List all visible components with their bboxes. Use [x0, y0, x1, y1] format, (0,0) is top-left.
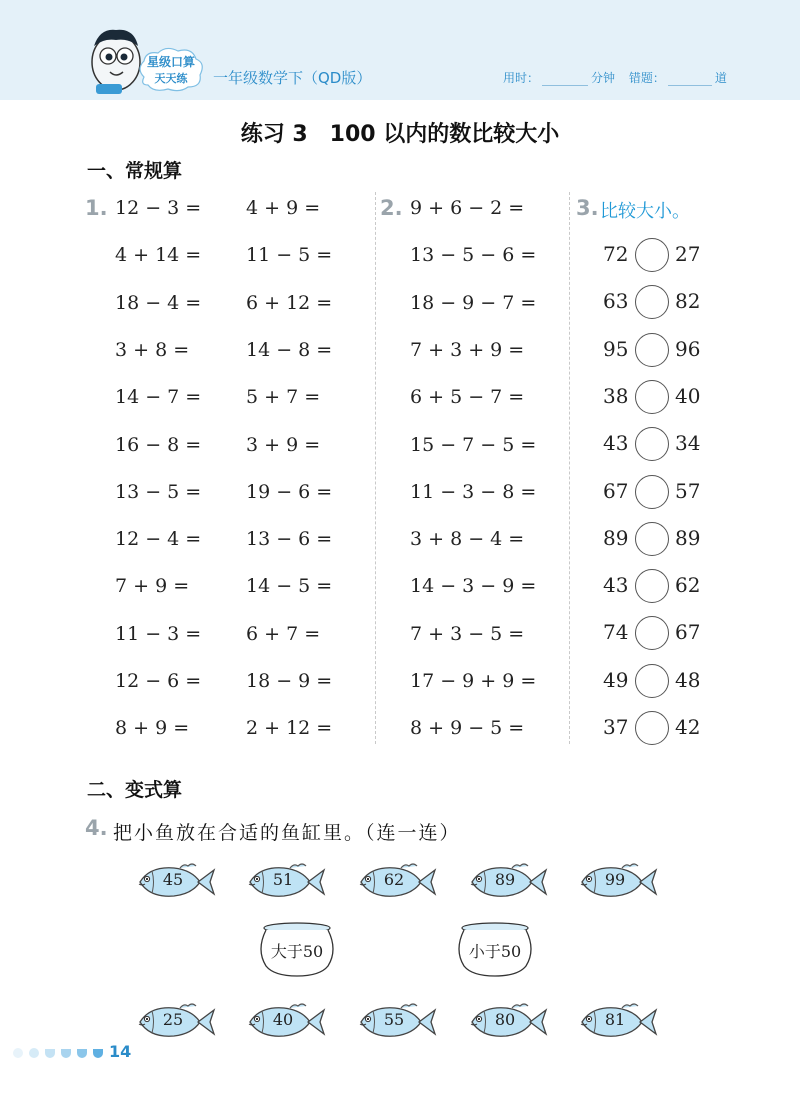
fish-number: 89 [494, 870, 516, 889]
compare-right-number: 96 [675, 336, 701, 361]
compare-right-number: 34 [675, 431, 701, 456]
q2-exercise[interactable]: 18 − 9 − 7 = [410, 291, 537, 314]
q1-exercise[interactable]: 5 + 7 = [246, 386, 321, 409]
tank-label-greater: 大于50 [270, 942, 324, 961]
compare-left-number: 74 [603, 620, 629, 645]
fish-number: 80 [494, 1010, 516, 1029]
compare-left-number: 43 [603, 573, 629, 598]
q1-exercise[interactable]: 4 + 14 = [115, 244, 202, 267]
compare-answer-circle[interactable] [635, 285, 669, 319]
fish[interactable] [468, 1002, 548, 1042]
compare-answer-circle[interactable] [635, 427, 669, 461]
page-number: 14 [109, 1042, 132, 1061]
compare-answer-circle[interactable] [635, 238, 669, 272]
compare-answer-circle[interactable] [635, 664, 669, 698]
time-label: 用时： [503, 71, 540, 85]
time-blank[interactable] [542, 73, 588, 86]
q2-exercise[interactable]: 13 − 5 − 6 = [410, 244, 537, 267]
compare-left-number: 63 [603, 289, 629, 314]
compare-left-number: 67 [603, 478, 629, 503]
compare-right-number: 82 [675, 289, 701, 314]
errors-unit: 道 [714, 71, 727, 85]
fish[interactable] [357, 862, 437, 902]
brand-subtitle: 天天练 [154, 72, 188, 85]
compare-right-number: 57 [675, 478, 701, 503]
q1-exercise[interactable]: 11 − 5 = [246, 244, 333, 267]
q1-exercise[interactable]: 6 + 7 = [246, 622, 321, 645]
time-error-record [503, 69, 727, 86]
q3-instruction: 比较大小。 [600, 201, 690, 222]
errors-label: 错题： [628, 71, 665, 85]
q1-number: 1. [85, 196, 108, 220]
brand-logo [136, 47, 206, 93]
fish-number: 25 [162, 1010, 184, 1029]
q1-exercise[interactable]: 14 − 5 = [246, 575, 333, 598]
q1-exercise[interactable]: 3 + 8 = [115, 338, 190, 361]
compare-right-number: 67 [675, 620, 701, 645]
compare-answer-circle[interactable] [635, 475, 669, 509]
q1-exercise[interactable]: 18 − 9 = [246, 670, 333, 692]
fish[interactable] [136, 1002, 216, 1042]
errors-blank[interactable] [668, 73, 712, 86]
fish-number: 40 [272, 1010, 294, 1029]
minutes-label: 分钟 [591, 71, 616, 85]
q1-exercise[interactable]: 12 − 3 = [115, 197, 202, 219]
q1-exercise[interactable]: 2 + 12 = [246, 717, 333, 740]
footer-dots-decoration [12, 1046, 104, 1060]
section-regular-calc: 一、常规算 [87, 160, 183, 182]
q1-exercise[interactable]: 16 − 8 = [115, 433, 202, 456]
q1-exercise[interactable]: 4 + 9 = [246, 197, 321, 219]
q4-instruction: 把小鱼放在合适的鱼缸里。（连一连） [113, 822, 461, 844]
fish[interactable] [136, 862, 216, 902]
compare-answer-circle[interactable] [635, 333, 669, 367]
compare-left-number: 72 [603, 242, 629, 266]
q1-exercise[interactable]: 11 − 3 = [115, 622, 202, 645]
compare-left-number: 38 [603, 383, 629, 408]
brand-name: 星级口算 [146, 55, 195, 69]
q2-exercise[interactable]: 6 + 5 − 7 = [410, 386, 525, 409]
fish[interactable] [246, 862, 326, 902]
q1-exercise[interactable]: 13 − 5 = [115, 480, 202, 503]
q2-exercise[interactable]: 9 + 6 − 2 = [410, 197, 525, 219]
fish[interactable] [578, 862, 658, 902]
fish-number: 55 [383, 1010, 405, 1029]
fish[interactable] [578, 1002, 658, 1042]
q2-exercise[interactable]: 8 + 9 − 5 = [410, 717, 525, 740]
q2-exercise[interactable]: 7 + 3 − 5 = [410, 622, 525, 645]
fish-number: 81 [604, 1010, 626, 1029]
fish[interactable] [246, 1002, 326, 1042]
page-title: 练习 3 100 以内的数比较大小 [240, 122, 560, 147]
fish-number: 62 [383, 870, 405, 889]
fish-number: 45 [162, 870, 184, 889]
compare-left-number: 43 [603, 431, 629, 456]
q1-exercise[interactable]: 6 + 12 = [246, 291, 333, 314]
compare-answer-circle[interactable] [635, 380, 669, 414]
q1-exercise[interactable]: 7 + 9 = [115, 575, 190, 598]
q1-exercise[interactable]: 14 − 7 = [115, 386, 202, 409]
section-variant-calc: 二、变式算 [87, 779, 183, 801]
q1-exercise[interactable]: 12 − 4 = [115, 528, 202, 551]
compare-left-number: 95 [603, 336, 629, 361]
q4-number: 4. [85, 816, 108, 840]
q2-exercise[interactable]: 7 + 3 + 9 = [410, 338, 525, 361]
q2-exercise[interactable]: 15 − 7 − 5 = [410, 433, 537, 456]
fish-tank-greater[interactable] [254, 920, 340, 978]
q1-exercise[interactable]: 18 − 4 = [115, 291, 202, 314]
compare-answer-circle[interactable] [635, 711, 669, 745]
fish-number: 99 [604, 870, 626, 889]
q2-exercise[interactable]: 11 − 3 − 8 = [410, 480, 537, 503]
q3-number: 3. [576, 196, 599, 220]
column-divider [375, 192, 376, 744]
compare-left-number: 37 [603, 715, 629, 739]
q1-exercise[interactable]: 12 − 6 = [115, 670, 202, 692]
compare-right-number: 48 [675, 667, 701, 692]
q1-exercise[interactable]: 8 + 9 = [115, 717, 190, 740]
q1-exercise[interactable]: 14 − 8 = [246, 338, 333, 361]
compare-right-number: 89 [675, 525, 701, 550]
q2-number: 2. [380, 196, 403, 220]
q1-exercise[interactable]: 13 − 6 = [246, 528, 333, 551]
fish-number: 51 [272, 870, 294, 889]
compare-right-number: 62 [675, 573, 701, 598]
q2-exercise[interactable]: 3 + 8 − 4 = [410, 528, 525, 551]
q1-exercise[interactable]: 3 + 9 = [246, 433, 321, 456]
compare-right-number: 42 [675, 715, 701, 739]
q2-exercise[interactable]: 14 − 3 − 9 = [410, 575, 537, 598]
compare-left-number: 89 [603, 525, 629, 550]
compare-answer-circle[interactable] [635, 616, 669, 650]
compare-right-number: 40 [675, 383, 701, 408]
tank-label-less: 小于50 [468, 942, 522, 961]
compare-answer-circle[interactable] [635, 569, 669, 603]
compare-answer-circle[interactable] [635, 522, 669, 556]
q2-exercise[interactable]: 17 − 9 + 9 = [410, 670, 537, 692]
fish-tank-less[interactable] [452, 920, 538, 978]
q1-exercise[interactable]: 19 − 6 = [246, 480, 333, 503]
compare-left-number: 49 [603, 667, 629, 692]
column-divider [569, 192, 570, 744]
fish[interactable] [468, 862, 548, 902]
book-title: 一年级数学下（QD版） [213, 69, 372, 87]
fish[interactable] [357, 1002, 437, 1042]
compare-right-number: 27 [675, 242, 701, 266]
